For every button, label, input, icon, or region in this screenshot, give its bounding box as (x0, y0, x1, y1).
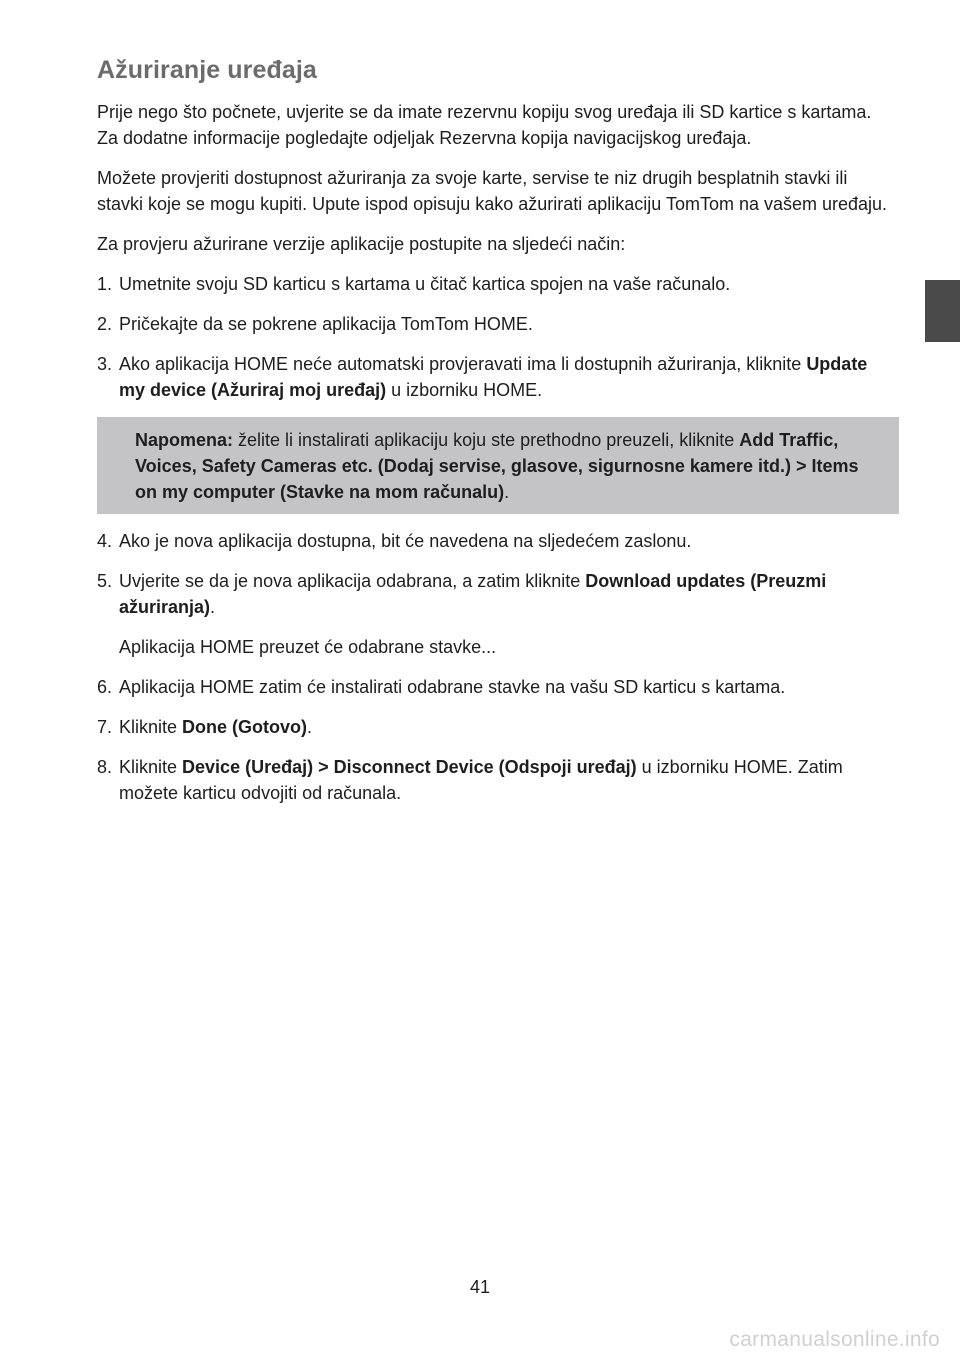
step-text: Kliknite (119, 757, 183, 777)
step-number: 3. (97, 354, 113, 374)
step-item (97, 754, 897, 806)
note-box (97, 417, 899, 514)
steps-list (97, 528, 897, 806)
step-subtext: Aplikacija HOME preuzet će odabrane stavke... (119, 637, 497, 657)
step-item (97, 271, 897, 297)
step-text: . (307, 717, 313, 737)
step-bold-text: Done (Gotovo) (182, 717, 308, 737)
step-number: 1. (97, 274, 113, 294)
step-bold-text: Device (Uređaj) > Disconnect Device (Odspoji uređaj) (182, 757, 637, 777)
page-content (97, 56, 897, 820)
note-text: . (504, 482, 510, 502)
step-item (97, 311, 897, 337)
intro-paragraph: Prije nego što počnete, uvjerite se da imate rezervnu kopiju svog uređaja ili SD kartice s kartama. Za dodatne informacije pogledajte odjeljak Rezervna kopija navigacijskog uređaja. (97, 102, 872, 148)
intro-paragraph: Možete provjeriti dostupnost ažuriranja za svoje karte, servise te niz drugih besplatnih stavki ili stavki koje se mogu kupiti. Upute ispod opisuju kako ažurirati aplikaciju TomTom na vašem uređaju. (97, 168, 888, 214)
intro-paragraph: Za provjeru ažurirane verzije aplikacije postupite na sljedeći način: (97, 234, 626, 254)
step-text: Kliknite (119, 717, 183, 737)
watermark: carmanualsonline.info (729, 1328, 940, 1351)
step-text: Aplikacija HOME zatim će instalirati odabrane stavke na vašu SD karticu s kartama. (119, 677, 786, 697)
steps-list (97, 271, 897, 403)
step-number: 7. (97, 717, 113, 737)
chapter-tab (925, 280, 960, 342)
page-heading: Ažuriranje uređaja (97, 56, 317, 84)
step-item (97, 351, 897, 403)
note-label: Napomena: (135, 430, 234, 450)
step-text: u izborniku HOME. (386, 380, 543, 400)
step-number: 8. (97, 757, 113, 777)
page-number: 41 (469, 1277, 491, 1297)
step-bold-text: Update my device (Ažuriraj moj uređaj) (119, 354, 868, 400)
step-text: Uvjerite se da je nova aplikacija odabrana, a zatim kliknite (119, 571, 586, 591)
note-text: želite li instalirati aplikaciju koju ste prethodno preuzeli, kliknite (233, 430, 740, 450)
step-text: u izborniku HOME. Zatim možete karticu odvojiti od računala. (119, 757, 843, 803)
step-item (97, 528, 897, 554)
note-bold-text: Add Traffic, Voices, Safety Cameras etc. (Dodaj servise, glasove, sigurnosne kamere itd.) > Items on my computer (Stavke na mom računalu) (135, 430, 859, 502)
step-text: . (210, 597, 216, 617)
step-text: Ako je nova aplikacija dostupna, bit će navedena na sljedećem zaslonu. (119, 531, 692, 551)
step-text: Umetnite svoju SD karticu s kartama u čitač kartica spojen na vaše računalo. (119, 274, 731, 294)
step-item (97, 568, 897, 660)
step-number: 6. (97, 677, 113, 697)
step-bold-text: Download updates (Preuzmi ažuriranja) (119, 571, 827, 617)
step-number: 5. (97, 571, 113, 591)
step-number: 2. (97, 314, 113, 334)
step-text: Ako aplikacija HOME neće automatski provjeravati ima li dostupnih ažuriranja, kliknite (119, 354, 807, 374)
step-item (97, 674, 897, 700)
step-number: 4. (97, 531, 113, 551)
step-item (97, 714, 897, 740)
step-text: Pričekajte da se pokrene aplikacija TomTom HOME. (119, 314, 533, 334)
